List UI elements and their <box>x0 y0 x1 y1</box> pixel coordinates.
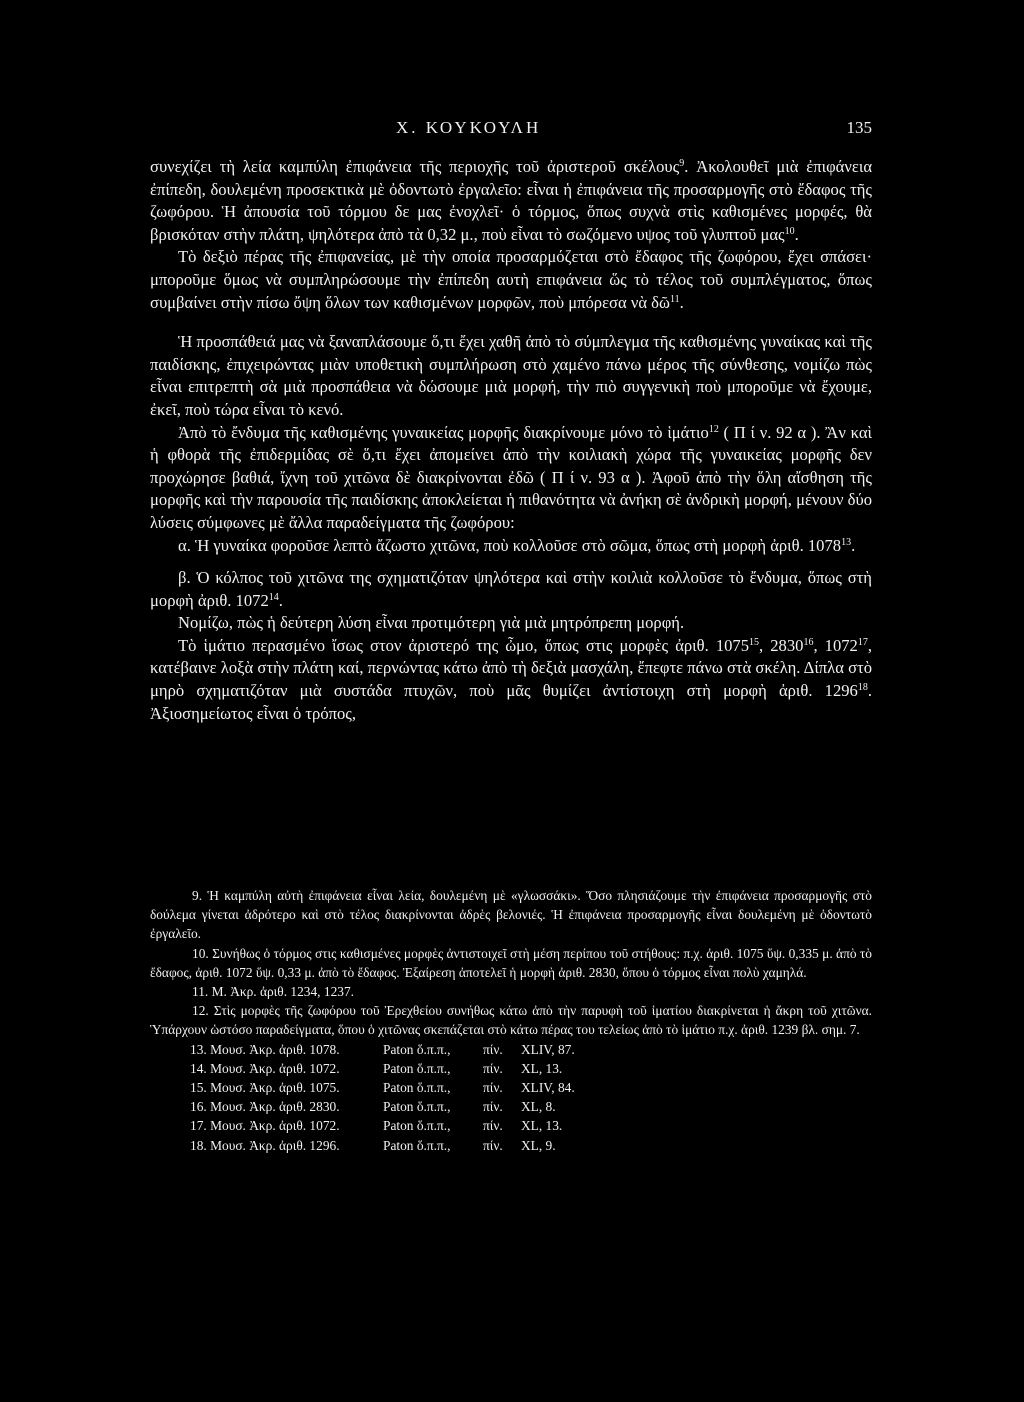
paragraph: α. Ἡ γυναίκα φοροῦσε λεπτὸ ἄζωστο χιτῶνα, ποὺ κολλοῦσε στὸ σῶμα, ὅπως στὴ μορφὴ ἀριθ. 1078$^{13}$. <box>178 535 856 555</box>
footnote-ref[interactable]: 11 <box>669 293 680 305</box>
footnote-part: πίν. <box>483 1060 503 1076</box>
footnote: 9. Ἡ καμπύλη αὐτὴ ἐπιφάνεια εἶναι λεία, δουλεμένη μὲ «γλωσσάκι». Ὅσο πλησιάζουμε τὴν ἐπιφάνεια προσαρμογῆς στὸ δούλεμα γίνεται ἀδρότερο καὶ στὸ τέλος διακρίνονται ἀδρὲς βελονιές. Ἡ ἐπιφάνεια προσαρμογῆς εἶναι δουλεμένη μὲ ὀδοντωτὸ ἐργαλεῖο. <box>150 888 872 942</box>
footnote-ref[interactable]: 17 <box>857 636 868 648</box>
paragraph: συνεχίζει τὴ λεία καμπύλη ἐπιφάνεια τῆς περιοχῆς τοῦ ἀριστεροῦ σκέλους$^9$. Ἀκολουθεῖ μιὰ ἐπιφάνεια ἐπίπεδη, δουλεμένη προσεκτικὰ μὲ ὀδοντωτὸ ἐργαλεῖο: εἶναι ἡ ἐπιφάνεια τῆς προσαρμογῆς στὸ ἔδαφος τῆς ζωφόρου. Ἡ ἀπουσία τοῦ τόρμου δε μας ἐνοχλεῖ· ὁ τόρμος, ὅπως συχνὰ στὶς καθισμένες μορφές, θὰ βρισκόταν στὴν πλάτη, ψηλότερα ἀπὸ τὰ 0,32 μ., ποὺ εἶναι τὸ σωζόμενο υψος τοῦ γλυπτοῦ μας$^{10}$. <box>150 157 873 244</box>
footnote-part: XL, 9. <box>521 1137 556 1153</box>
footnote-part: XL, 13. <box>521 1060 563 1076</box>
running-title: Χ. ΚΟΥΚΟΥΛΗ <box>396 118 542 137</box>
footnote-ref[interactable]: 12 <box>708 423 719 435</box>
footnote-part: Paton ὅ.π.π., <box>383 1137 451 1153</box>
paragraph: Ἀπὸ τὸ ἔνδυμα τῆς καθισμένης γυναικείας μορφῆς διακρίνουμε μόνο τὸ ἱμάτιο$^{12}$ ( Π ί ν. 92 α ). Ἂν καὶ ἡ φθορὰ τῆς ἐπιδερμίδας σὲ ὅ,τι ἔχει ἀπομείνει ἀπὸ τὴν κοιλιακὴ χώρα τῆς γυναικείας μορφῆς δεν προχώρησε βαθιά, ἴχνη τοῦ χιτῶνα δὲ διακρίνονται ἐδῶ ( Π ί ν. 93 α ). Ἀφοῦ ἀπὸ τὴν ὅλη αἴσθηση τῆς μορφῆς καὶ τὴν παρουσία τῆς παιδίσκης ἀποκλείεται ἡ πιθανότητα νὰ ἀνήκη σὲ ἀνδρικὴ μορφή, μένουν δύο λύσεις σύμφωνες μὲ ἄλλα παραδείγματα τῆς ζωφόρου: <box>150 422 872 532</box>
footnote-part: 17. Μουσ. Ἀκρ. ἀριθ. 1072. <box>190 1118 340 1134</box>
footnote: 12. Στὶς μορφὲς τῆς ζωφόρου τοῦ Ἐρεχθείου συνήθως κάτω ἀπὸ τὴν παρυφὴ τοῦ ἱματίου διακρίνεται ἡ ἄκρη τοῦ χιτῶνα. Ὑπάρχουν ὡστόσο παραδείγματα, ὅπου ὁ χιτῶνας σκεπάζεται στὸ κάτω πέρας του τελείως ἀπὸ τὸ ἱμάτιο π.χ. ἀριθ. 1239 βλ. σημ. 7. <box>150 1003 872 1038</box>
footnote-part: XLIV, 84. <box>521 1080 575 1096</box>
footnote <box>150 1040 872 1059</box>
footnote: 11. Μ. Ἀκρ. ἀριθ. 1234, 1237. <box>192 984 355 1000</box>
footnote-part: πίν. <box>483 1080 503 1096</box>
footnote-part: 15. Μουσ. Ἀκρ. ἀριθ. 1075. <box>190 1080 340 1096</box>
paragraph: Τὸ δεξιὸ πέρας τῆς ἐπιφανείας, μὲ τὴν οποία προσαρμόζεται στὸ ἔδαφος τῆς ζωφόρου, ἔχει σπάσει· μποροῦμε ὅμως νὰ συμπληρώσουμε τὴν ἐπίπεδη αυτὴ επιφάνεια ὥς τὸ τέλος τοῦ συμπλέγματος, ὅπως συμβαίνει στὴν πίσω ὄψη ὅλων των καθισμένων μορφῶν, ποὺ μπόρεσα νὰ δῶ$^{11}$. <box>150 247 872 312</box>
footnote <box>150 1136 872 1155</box>
footnote-ref[interactable]: 13 <box>841 536 852 548</box>
footnote-part: 14. Μουσ. Ἀκρ. ἀριθ. 1072. <box>190 1060 340 1076</box>
footnote <box>150 1116 872 1135</box>
footnote-part: Paton ὅ.π.π., <box>383 1060 451 1076</box>
footnote-part: 18. Μουσ. Ἀκρ. ἀριθ. 1296. <box>190 1137 340 1153</box>
footnote <box>150 1097 872 1116</box>
paragraph: Νομίζω, πὼς ἡ δεύτερη λύση εἶναι προτιμότερη γιὰ μιὰ μητρόπρεπη μορφή. <box>178 613 685 633</box>
footnote: 10. Συνήθως ὁ τόρμος στις καθισμένες μορφὲς ἀντιστοιχεῖ στὴ μέση περίπου τοῦ στήθους: π.χ. ἀριθ. 1075 ὕψ. 0,335 μ. ἀπὸ τὸ ἔδαφος, ἀριθ. 1072 ὕψ. 0,33 μ. ἀπὸ τὸ ἔδαφος. Ἐξαίρεση ἀποτελεῖ ἡ μορφὴ ἀριθ. 2830, ὅπου ὁ τόρμος εἶναι πολὺ χαμηλά. <box>150 945 872 980</box>
page-number: 135 <box>846 118 872 137</box>
footnote-part: Paton ὅ.π.π., <box>383 1118 451 1134</box>
short-footnotes <box>150 1040 872 1155</box>
paragraph: Ἡ προσπάθειά μας νὰ ξαναπλάσουμε ὅ,τι ἔχει χαθῆ ἀπὸ τὸ σύμπλεγμα τῆς καθισμένης γυναίκας καὶ τῆς παιδίσκης, ἐπιχειρώντας μιὰν υποθετικὴ συμπλήρωση στὸ χαμένο πάνω μέρος τῆς σύνθεσης, νομίζω πὼς εἶναι επιτρεπτὴ σὰ μιὰ προσπάθεια νὰ δώσουμε μιὰ μορφή, τὴν πιὸ συγγενικὴ ποὺ μποροῦμε νὰ ἔχουμε, ἐκεῖ, ποὺ τώρα εἶναι τὸ κενό. <box>150 332 872 419</box>
footnote-ref[interactable]: 15 <box>749 636 760 648</box>
footnotes <box>150 886 872 1155</box>
footnote-ref[interactable]: 9 <box>679 158 685 169</box>
footnote-part: πίν. <box>483 1118 503 1134</box>
footnote <box>150 1078 872 1097</box>
paragraph: Τὸ ἱμάτιο περασμένο ἴσως στον ἀριστερό της ὦμο, ὅπως στις μορφὲς ἀριθ. 1075$^{15}$, 2830$^{16}$, 1072$^{17}$, κατέβαινε λοξὰ στὴν πλάτη καί, περνώντας κάτω ἀπὸ τὴ δεξιὰ μασχάλη, ἔπεφτε πάνω στὰ σκέλη. Δίπλα στὸ μηρὸ σχηματιζόταν μιὰ συστάδα πτυχῶν, ποὺ μᾶς θυμίζει ἀντίστοιχη στὴ μορφὴ ἀριθ. 1296$^{18}$. Ἀξιοσημείωτος εἶναι ὁ τρόπος, <box>150 635 873 723</box>
main-text <box>150 156 872 725</box>
footnote-part: 13. Μουσ. Ἀκρ. ἀριθ. 1078. <box>190 1041 340 1057</box>
footnote <box>150 1059 872 1078</box>
footnote-part: 16. Μουσ. Ἀκρ. ἀριθ. 2830. <box>190 1099 340 1115</box>
footnote-part: XLIV, 87. <box>521 1041 575 1057</box>
footnote-ref[interactable]: 10 <box>784 225 795 237</box>
footnote-part: Paton ὅ.π.π., <box>383 1099 451 1115</box>
footnote-part: XL, 8. <box>521 1099 556 1115</box>
footnote-part: πίν. <box>483 1137 503 1153</box>
footnote-part: Paton ὅ.π.π., <box>383 1041 451 1057</box>
footnote-ref[interactable]: 16 <box>803 636 814 648</box>
footnote-part: XL, 13. <box>521 1118 563 1134</box>
footnote-ref[interactable]: 14 <box>268 591 279 603</box>
paragraph: β. Ὁ κόλπος τοῦ χιτῶνα της σχηματιζόταν ψηλότερα καὶ στὴν κοιλιὰ κολλοῦσε τὸ ἔνδυμα, ὅπως στὴ μορφὴ ἀριθ. 1072$^{14}$. <box>150 568 872 610</box>
footnote-ref[interactable]: 18 <box>857 682 868 694</box>
footnote-part: Paton ὅ.π.π., <box>383 1080 451 1096</box>
footnote-part: πίν. <box>483 1041 503 1057</box>
footnote-part: πίν. <box>483 1099 503 1115</box>
running-header <box>150 118 872 142</box>
